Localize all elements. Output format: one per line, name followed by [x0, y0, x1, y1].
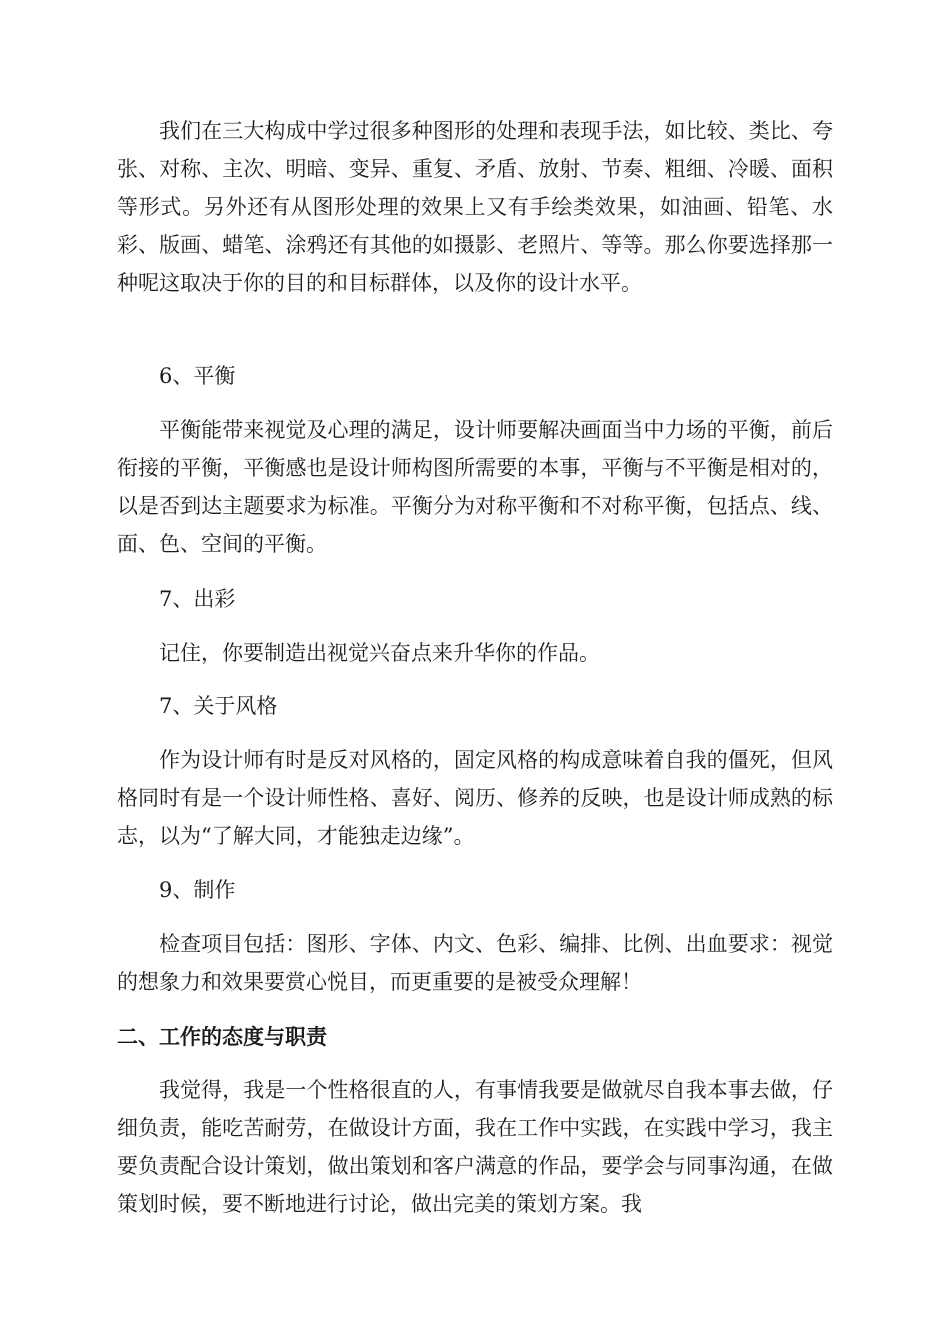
paragraph-production: 检查项目包括：图形、字体、内文、色彩、编排、比例、出血要求：视觉的想象力和效果要赏心悦目，而更重要的是被受众理解！ [117, 932, 833, 994]
paragraph-style: 作为设计师有时是反对风格的，固定风格的构成意味着自我的僵死，但风格同时有是一个设计师性格、喜好、阅历、修养的反映，也是设计师成熟的标志，以为“了解大同，才能独走边缘”。 [117, 748, 833, 848]
paragraph-techniques: 我们在三大构成中学过很多种图形的处理和表现手法，如比较、类比、夸张、对称、主次、明暗、变异、重复、矛盾、放射、节奏、粗细、冷暖、面积等形式。另外还有从图形处理的效果上又有手绘类效果，如油画、铅笔、水彩、版画、蜡笔、涂鸦还有其他的如摄影、老照片、等等。那么你要选择那一种呢这取决于你的目的和目标群体，以及你的设计水平。 [117, 119, 833, 295]
heading-balance: 6、平衡 [159, 364, 236, 388]
heading-highlight: 7、出彩 [159, 587, 236, 611]
heading-production: 9、制作 [159, 878, 236, 902]
paragraph-highlight: 记住，你要制造出视觉兴奋点来升华你的作品。 [159, 641, 600, 665]
section-heading-attitude: 二、工作的态度与职责 [117, 1024, 327, 1049]
paragraph-balance: 平衡能带来视觉及心理的满足，设计师要解决画面当中力场的平衡，前后衔接的平衡，平衡感也是设计师构图所需要的本事，平衡与不平衡是相对的，以是否到达主题要求为标准。平衡分为对称平衡和不对称平衡，包括点、线、面、色、空间的平衡。 [117, 418, 833, 556]
paragraph-attitude: 我觉得，我是一个性格很直的人，有事情我要是做就尽自我本事去做，仔细负责，能吃苦耐劳，在做设计方面，我在工作中实践，在实践中学习，我主要负责配合设计策划，做出策划和客户满意的作品，要学会与同事沟通，在做策划时候，要不断地进行讨论，做出完美的策划方案。我 [117, 1078, 833, 1216]
heading-style: 7、关于风格 [159, 694, 278, 718]
